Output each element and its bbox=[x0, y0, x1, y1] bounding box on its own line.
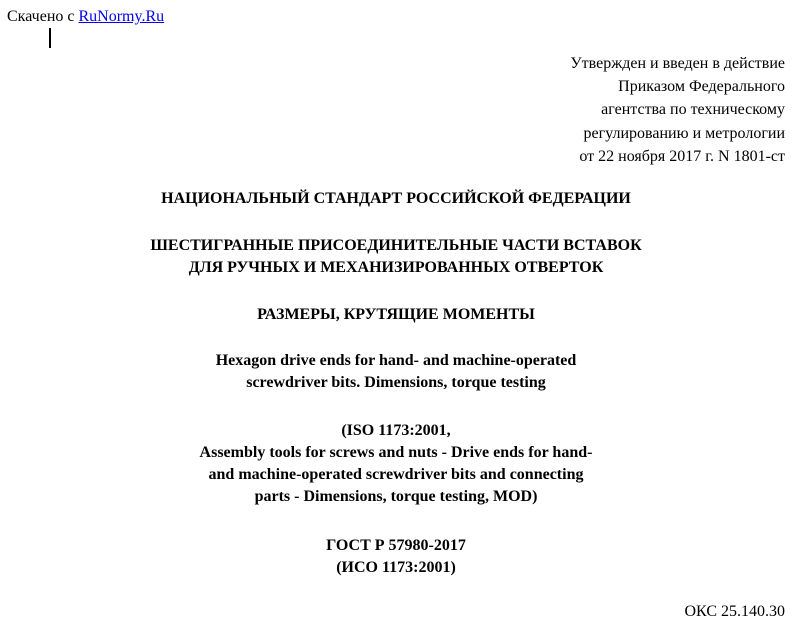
approval-block bbox=[570, 52, 785, 168]
english-title-line: screwdriver bits. Dimensions, torque testing bbox=[246, 374, 546, 391]
russian-title-line: ШЕСТИГРАННЫЕ ПРИСОЕДИНИТЕЛЬНЫЕ ЧАСТИ ВСТАВОК bbox=[150, 237, 642, 254]
downloaded-prefix: Скачено с bbox=[7, 8, 79, 25]
iso-reference-line: Assembly tools for screws and nuts - Drive ends for hand- bbox=[199, 444, 593, 461]
english-title bbox=[0, 350, 792, 394]
russian-title bbox=[0, 235, 792, 279]
national-standard-heading bbox=[0, 188, 792, 210]
iso-reference-line: (ISO 1173:2001, bbox=[341, 422, 451, 439]
russian-subtitle-text: РАЗМЕРЫ, КРУТЯЩИЕ МОМЕНТЫ bbox=[257, 306, 535, 323]
russian-subtitle bbox=[0, 304, 792, 326]
runormy-link[interactable]: RuNormy.Ru bbox=[78, 8, 165, 25]
gost-designation bbox=[0, 535, 792, 579]
gost-number: ГОСТ Р 57980-2017 bbox=[326, 537, 466, 554]
approval-line: Утвержден и введен в действие bbox=[570, 55, 785, 72]
approval-line: от 22 ноября 2017 г. N 1801-ст bbox=[579, 147, 785, 165]
approval-line: Приказом Федерального bbox=[618, 78, 785, 96]
iso-equivalent: (ИСО 1173:2001) bbox=[336, 559, 456, 576]
national-standard-text: НАЦИОНАЛЬНЫЙ СТАНДАРТ РОССИЙСКОЙ ФЕДЕРАЦИИ bbox=[161, 190, 631, 207]
approval-line: регулированию и метрологии bbox=[583, 124, 785, 142]
iso-reference-line: parts - Dimensions, torque testing, MOD) bbox=[254, 488, 538, 505]
okc-code: ОКС 25.140.30 bbox=[684, 603, 785, 620]
iso-reference-line: and machine-operated screwdriver bits and connecting bbox=[208, 466, 584, 483]
approval-line: агентства по техническому bbox=[601, 101, 785, 119]
english-title-line: Hexagon drive ends for hand- and machine-operated bbox=[215, 352, 577, 369]
iso-reference bbox=[0, 420, 792, 508]
downloaded-from-line bbox=[7, 7, 164, 26]
russian-title-line: ДЛЯ РУЧНЫХ И МЕХАНИЗИРОВАННЫХ ОТВЕРТОК bbox=[188, 259, 604, 276]
text-cursor bbox=[49, 28, 51, 48]
